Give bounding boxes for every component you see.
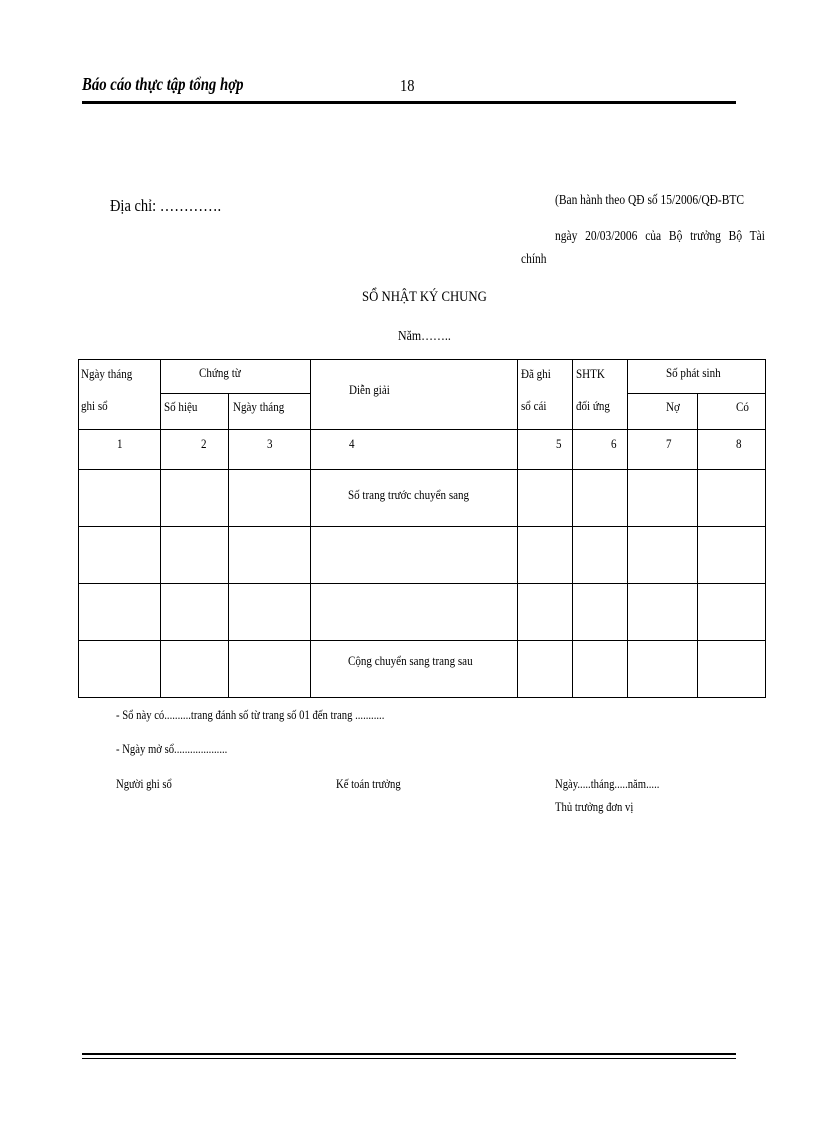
document-title: SỔ NHẬT KÝ CHUNG: [362, 289, 487, 305]
footer-rule: [82, 1058, 736, 1059]
header-credit: Có: [736, 399, 749, 414]
column-number: 3: [267, 436, 273, 451]
header-title: Báo cáo thực tập tổng hợp: [82, 74, 244, 94]
issued-line-2: ngày 20/03/2006 của Bộ trưởng Bộ Tài: [555, 229, 765, 244]
row-description: Cộng chuyển sang trang sau: [348, 653, 473, 668]
header-voucher-cell: [161, 360, 311, 394]
note-pages: - Sổ này có..........trang đánh số từ trang số 01 đến trang ...........: [116, 707, 385, 722]
header-debit-cell: [628, 394, 698, 430]
column-number: 1: [117, 436, 123, 451]
column-number: 7: [666, 436, 672, 451]
header-amount: Số phát sinh: [666, 365, 721, 380]
header-voucher-no: Số hiệu: [164, 399, 198, 414]
header-description-cell: [311, 360, 518, 430]
header-description: Diễn giải: [349, 382, 390, 397]
footer-rule: [82, 1053, 736, 1055]
header-voucher: Chứng từ: [199, 365, 241, 380]
header-account-line1: SHTK: [576, 366, 605, 381]
signature-recorder: Người ghi sổ: [116, 776, 172, 791]
column-number: 8: [736, 436, 742, 451]
page-number: 18: [400, 76, 415, 95]
row-description: Số trang trước chuyển sang: [348, 487, 470, 502]
header-date-line1: Ngày tháng: [81, 366, 133, 381]
table-row: [79, 470, 766, 527]
header-debit: Nợ: [666, 399, 680, 414]
column-number: 5: [556, 436, 562, 451]
header-account-line2: đối ứng: [576, 398, 610, 413]
signature-head-of-unit: Thủ trưởng đơn vị: [555, 799, 634, 814]
column-number-row: [79, 430, 766, 470]
address-line: Địa chỉ: ………….: [110, 196, 222, 215]
note-opening-date: - Ngày mở sổ....................: [116, 741, 228, 756]
document-year: Năm……..: [398, 329, 451, 344]
header-date-cell: [79, 360, 161, 430]
header-posted-line2: sổ cái: [521, 398, 547, 413]
header-posted-line1: Đã ghi: [521, 366, 551, 381]
column-number: 6: [611, 436, 617, 451]
column-number: 2: [201, 436, 207, 451]
header-voucher-date: Ngày tháng: [233, 399, 285, 414]
issued-line-1: (Ban hành theo QĐ số 15/2006/QĐ-BTC: [555, 193, 745, 208]
table-row: [79, 527, 766, 584]
header-account-cell: [573, 360, 628, 430]
table-row: [79, 641, 766, 698]
header-date-line2: ghi sổ: [81, 398, 108, 413]
signature-chief-accountant: Kế toán trưởng: [336, 776, 401, 791]
issued-line-3: chính: [521, 252, 547, 267]
table-row: [79, 584, 766, 641]
header-posted-cell: [518, 360, 573, 430]
header-rule: [82, 101, 736, 104]
journal-table: [78, 359, 766, 698]
header-credit-cell: [698, 394, 766, 430]
header-voucher-date-cell: [229, 394, 311, 430]
header-voucher-no-cell: [161, 394, 229, 430]
header-amount-cell: [628, 360, 766, 394]
column-number: 4: [349, 436, 355, 451]
signature-date: Ngày.....tháng.....năm.....: [555, 776, 660, 791]
